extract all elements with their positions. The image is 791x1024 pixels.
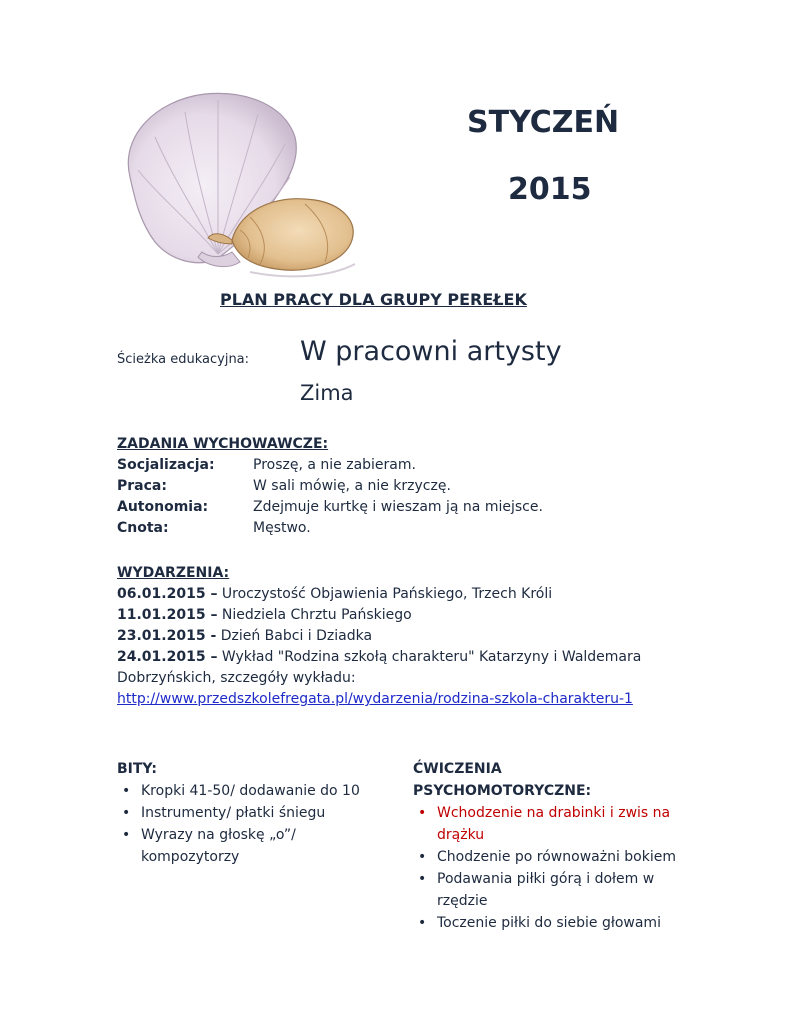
events-heading: WYDARZENIA: (117, 565, 230, 581)
list-item: • Wchodzenie na drabinki i zwis na drążku (413, 802, 707, 846)
list-item: • Chodzenie po równoważni bokiem (413, 846, 703, 868)
event-date: 23.01.2015 - (117, 628, 217, 644)
bullet-icon: • (418, 849, 427, 865)
event-item (117, 584, 697, 605)
list-item: • Podawania piłki górą i dołem w rzędzie (413, 868, 687, 912)
events-section (117, 563, 697, 710)
task-value: W sali mówię, a nie krzyczę. (253, 478, 451, 494)
exercises-section (413, 758, 703, 934)
event-item (117, 647, 697, 668)
year-title: 2015 (508, 172, 592, 207)
event-text: Uroczystość Objawienia Pańskiego, Trzech Króli (217, 586, 553, 602)
path-subtitle: Zima (300, 381, 354, 405)
seashells-illustration (100, 82, 370, 282)
bullet-icon: • (418, 805, 427, 821)
task-value: Proszę, a nie zabieram. (253, 457, 416, 473)
list-item: • Wyrazy na głoskę „o”/ kompozytorzy (117, 824, 371, 868)
event-date: 24.01.2015 – (117, 649, 218, 665)
task-key: Praca: (117, 478, 167, 494)
event-date: 11.01.2015 – (117, 607, 218, 623)
list-item: • Toczenie piłki do siebie głowami (413, 912, 703, 934)
bullet-icon: • (418, 871, 427, 887)
task-key: Autonomia: (117, 499, 209, 515)
exercises-list (413, 802, 703, 934)
month-title: STYCZEŃ (467, 105, 620, 140)
task-row (117, 455, 637, 476)
task-key: Socjalizacja: (117, 457, 215, 473)
event-text: Niedziela Chrztu Pańskiego (217, 607, 412, 623)
bullet-icon: • (122, 805, 131, 821)
tasks-section (117, 434, 637, 539)
path-title: W pracowni artysty (300, 336, 562, 367)
task-row (117, 497, 637, 518)
task-value: Męstwo. (253, 520, 311, 536)
bullet-icon: • (122, 827, 131, 843)
event-text: Dzień Babci i Dziadka (216, 628, 373, 644)
task-row (117, 518, 637, 539)
list-item: • Instrumenty/ płatki śniegu (117, 802, 397, 824)
bullet-icon: • (418, 915, 427, 931)
task-value: Zdejmuje kurtkę i wieszam ją na miejsce. (253, 499, 543, 515)
bity-list (117, 780, 397, 868)
tasks-heading: ZADANIA WYCHOWAWCZE: (117, 436, 329, 452)
event-item (117, 605, 697, 626)
bity-heading: BITY: (117, 761, 157, 777)
event-date: 06.01.2015 – (117, 586, 218, 602)
plan-heading: PLAN PRACY DLA GRUPY PEREŁEK (220, 290, 527, 309)
bullet-icon: • (122, 783, 131, 799)
event-text: Wykład "Rodzina szkołą charakteru" Katarzyny i Waldemara (217, 649, 642, 665)
event-link[interactable]: http://www.przedszkolefregata.pl/wydarzenia/rodzina-szkola-charakteru-1 (117, 691, 633, 707)
list-item: • Kropki 41-50/ dodawanie do 10 (117, 780, 397, 802)
task-row (117, 476, 637, 497)
task-key: Cnota: (117, 520, 169, 536)
event-item (117, 626, 697, 647)
path-label: Ścieżka edukacyjna: (117, 352, 250, 367)
bity-section (117, 758, 397, 868)
event-continuation: Dobrzyńskich, szczegóły wykładu: (117, 670, 356, 686)
exercises-heading-line2: PSYCHOMOTORYCZNE: (413, 783, 592, 799)
exercises-heading-line1: ĆWICZENIA (413, 761, 502, 777)
